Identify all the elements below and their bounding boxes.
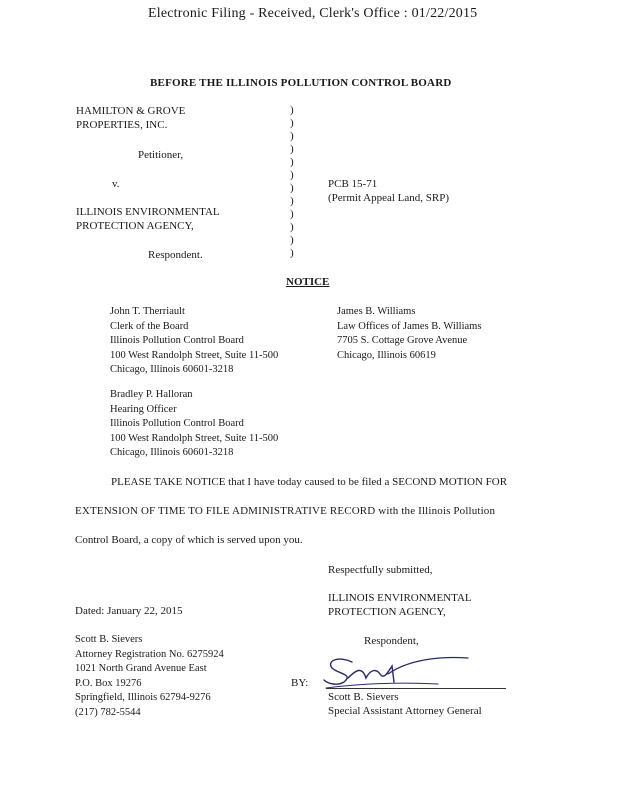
body-line-2: EXTENSION OF TIME TO FILE ADMINISTRATIVE RECORD with the Illinois Pollution [75,505,496,517]
filing-header: Electronic Filing - Received, Clerk's Office : 01/22/2015 [148,6,478,21]
attorney-line: Scott B. Sievers [75,634,143,645]
paren: ) [290,208,294,220]
paren: ) [290,234,294,246]
attorney-line: P.O. Box 19276 [75,677,142,689]
agency-line2: PROTECTION AGENCY, [328,606,446,618]
handwritten-signature [318,652,478,690]
address-line: Law Offices of James B. Williams [337,320,482,332]
agency-line1: ILLINOIS ENVIRONMENTAL [328,592,472,604]
petitioner-name-line2: PROPERTIES, INC. [76,119,168,131]
recipient-counsel-address [337,305,481,363]
address-line: Bradley P. Halloran [110,389,193,400]
respondent-role: Respondent. [148,249,203,261]
address-line: 100 West Randolph Street, Suite 11-500 [110,432,279,444]
recipient-clerk-address [110,305,278,378]
paren: ) [290,143,294,155]
signature-rule [326,688,506,689]
paren: ) [290,169,294,181]
case-type: (Permit Appeal Land, SRP) [328,192,449,204]
paren: ) [290,117,294,129]
address-line: 100 West Randolph Street, Suite 11-500 [110,349,279,361]
date-line: Dated: January 22, 2015 [75,605,183,617]
respondent-label: Respondent, [364,635,419,647]
paren: ) [290,156,294,168]
attorney-line: Attorney Registration No. 6275924 [75,648,224,660]
address-line: Chicago, Illinois 60601-3218 [110,447,234,458]
respondent-name-line2: PROTECTION AGENCY, [76,220,194,232]
attorney-line: Springfield, Illinois 62794-9276 [75,692,211,703]
address-line: Chicago, Illinois 60601-3218 [110,364,234,375]
case-number: PCB 15-71 [328,178,378,190]
paren: ) [290,221,294,233]
paren: ) [290,247,294,259]
attorney-line: (217) 782-5544 [75,706,141,718]
body-line-1: PLEASE TAKE NOTICE that I have today caused to be filed a SECOND MOTION FOR [111,476,508,488]
address-line: Hearing Officer [110,403,177,415]
address-line: Chicago, Illinois 60619 [337,349,436,361]
address-line: Illinois Pollution Control Board [110,335,244,346]
respondent-name-line1: ILLINOIS ENVIRONMENTAL [76,206,220,218]
address-line: 7705 S. Cottage Grove Avenue [337,335,468,346]
paren: ) [290,130,294,142]
address-line: James B. Williams [337,306,416,317]
attorney-block [75,633,224,720]
signer-title: Special Assistant Attorney General [328,705,482,717]
notice-heading: NOTICE [286,276,330,288]
address-line: John T. Therriault [110,306,185,317]
signer-name: Scott B. Sievers [328,691,399,703]
address-line: Illinois Pollution Control Board [110,418,244,429]
paren: ) [290,182,294,194]
petitioner-name-line1: HAMILTON & GROVE [76,105,186,117]
by-label: BY: [291,677,309,689]
versus: v. [112,178,120,190]
board-title: BEFORE THE ILLINOIS POLLUTION CONTROL BOARD [150,77,452,89]
caption-paren-column [290,104,294,260]
respectfully-submitted: Respectfully submitted, [328,564,433,576]
recipient-hearing-officer-address [110,388,278,461]
body-line-3: Control Board, a copy of which is served upon you. [75,534,303,546]
paren: ) [290,195,294,207]
paren: ) [290,104,294,116]
attorney-line: 1021 North Grand Avenue East [75,663,207,674]
address-line: Clerk of the Board [110,320,189,332]
petitioner-role: Petitioner, [138,149,184,161]
